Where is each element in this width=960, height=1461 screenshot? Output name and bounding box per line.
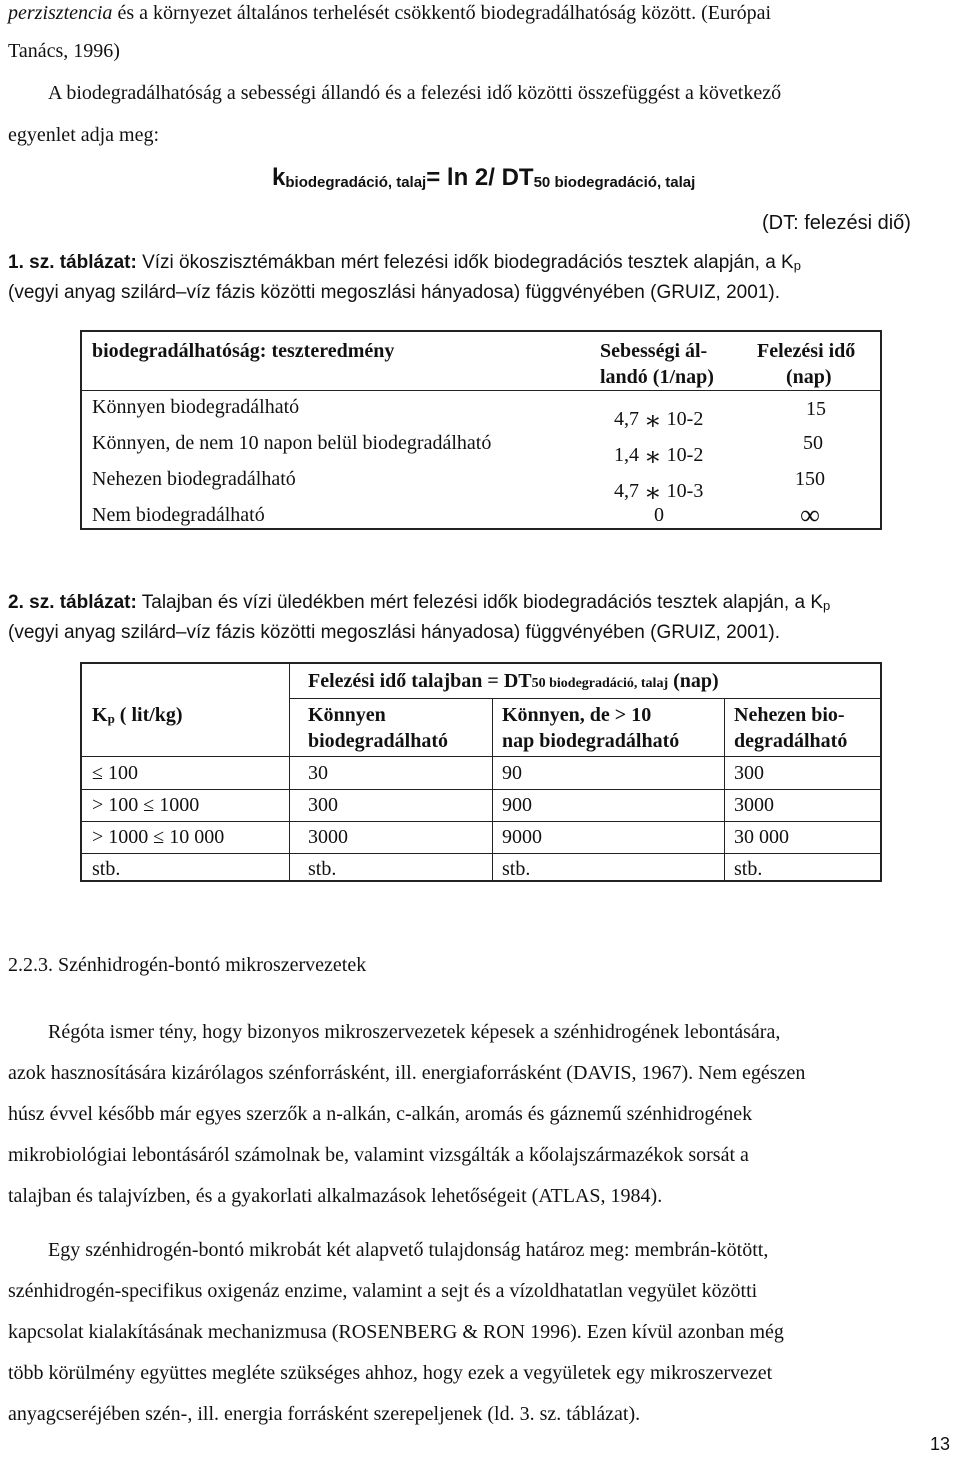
paragraph-line: Egy szénhidrogén-bontó mikrobát két alapvető tulajdonság határoz meg: membrán-kötött, xyxy=(48,1239,769,1261)
table1-caption-line-2: (vegyi anyag szilárd–víz fázis közötti megoszlási hányadosa) függvényében (GRUIZ, 2001). xyxy=(8,282,780,303)
table2-caption-subscript: p xyxy=(823,598,831,613)
table2-row4-c2: stb. xyxy=(308,858,337,880)
intro-line-2: Tanács, 1996) xyxy=(8,40,120,62)
table2-row3-c4: 30 000 xyxy=(734,826,789,848)
table1-header-rate-line2: landó (1/nap) xyxy=(600,366,714,388)
intro-line-1-text: és a környezet általános terhelését csökkentő biodegradálhatóság között. (Európai xyxy=(112,2,772,24)
table2-caption-label: 2. sz. táblázat: xyxy=(8,592,137,613)
rate-exponent: 10-2 xyxy=(666,444,704,466)
table1-row1-rate xyxy=(614,406,703,436)
table1-header-halflife-line2: (nap) xyxy=(786,366,832,388)
table1-header-halflife-line1: Felezési idő xyxy=(757,340,856,362)
table1-row1-halflife: 15 xyxy=(806,398,826,420)
kp-label: K xyxy=(92,704,108,726)
table2-group-header xyxy=(308,670,719,693)
equation-dt-subscript: 50 biodegradáció, talaj xyxy=(533,174,696,191)
table2 xyxy=(80,662,882,882)
table2-row3-kp: > 1000 ≤ 10 000 xyxy=(92,826,225,848)
table1-row2-halflife: 50 xyxy=(803,432,823,454)
equation-k: k xyxy=(272,164,286,191)
group-header-text: Felezési idő talajban = DT xyxy=(308,670,532,692)
table2-row1-c3: 90 xyxy=(502,762,522,784)
table2-row4-kp: stb. xyxy=(92,858,121,880)
table2-row2-kp: > 100 ≤ 1000 xyxy=(92,794,200,816)
table1-caption-text: Vízi ökoszisztémákban mért felezési idők biodegradációs tesztek alapján, a K xyxy=(136,252,794,273)
table1-row4-rate: 0 xyxy=(654,504,664,526)
table2-row-divider xyxy=(82,789,880,790)
table2-row3-c3: 9000 xyxy=(502,826,542,848)
table2-row4-c3: stb. xyxy=(502,858,531,880)
paragraph-line: húsz évvel később már egyes szerzők a n-alkán, c-alkán, aromás és gáznemű szénhidrogének xyxy=(8,1103,753,1125)
group-header-unit: (nap) xyxy=(668,670,719,692)
multiply-icon: ∗ xyxy=(644,478,662,507)
equation xyxy=(272,164,695,192)
paragraph-line: anyagcseréjében szén-, ill. energia forrásként szerepeljenek (ld. 3. sz. táblázat). xyxy=(8,1403,641,1425)
table2-col-divider xyxy=(724,698,725,880)
table2-header-col3-line2: nap biodegradálható xyxy=(502,730,680,752)
table1-row2-label: Könnyen, de nem 10 napon belül biodegradálható xyxy=(92,432,492,454)
paragraph-line: több körülmény együttes megléte szükséges ahhoz, hogy ezek a vegyületek egy mikroszervezet xyxy=(8,1362,773,1384)
table2-col-divider xyxy=(492,698,493,880)
table2-row4-c4: stb. xyxy=(734,858,763,880)
multiply-icon: ∗ xyxy=(644,442,662,471)
paragraph-2 xyxy=(8,1230,958,1435)
intro-line-1 xyxy=(8,0,771,26)
equation-k-subscript: biodegradáció, talaj xyxy=(285,174,427,191)
paragraph-line: talajban és talajvízben, és a gyakorlati alkalmazások lehetőségeit (ATLAS, 1984). xyxy=(8,1185,663,1207)
table1-row3-label: Nehezen biodegradálható xyxy=(92,468,296,490)
table2-row2-c2: 300 xyxy=(308,794,338,816)
infinity-icon: ∞ xyxy=(800,500,820,531)
table2-row2-c3: 900 xyxy=(502,794,532,816)
table2-header-col3-line1: Könnyen, de > 10 xyxy=(502,704,652,726)
table1-caption-label: 1. sz. táblázat: xyxy=(8,252,137,273)
table2-header-kp xyxy=(92,704,183,727)
rate-mantissa: 4,7 xyxy=(614,480,639,502)
table2-col-divider xyxy=(289,664,290,880)
paragraph-line: Régóta ismer tény, hogy bizonyos mikroszervezetek képesek a szénhidrogének lebontására, xyxy=(48,1021,781,1043)
table1-caption-line-1 xyxy=(8,252,801,274)
paragraph-line: kapcsolat kialakításának mechanizmusa (ROSENBERG & RON 1996). Ezen kívül azonban még xyxy=(8,1321,784,1343)
equation-note: (DT: felezési diő) xyxy=(762,212,911,234)
paragraph-line: szénhidrogén-specifikus oxigenáz enzime, valamint a sejt és a vízoldhatatlan vegyület közötti xyxy=(8,1280,758,1302)
table2-header-col4-line2: degradálható xyxy=(734,730,848,752)
section-heading: 2.2.3. Szénhidrogén-bontó mikroszervezetek xyxy=(8,954,367,976)
multiply-icon: ∗ xyxy=(644,406,662,435)
table1-caption-subscript: p xyxy=(793,258,801,273)
kp-unit: ( lit/kg) xyxy=(114,704,183,726)
rate-exponent: 10-2 xyxy=(666,408,704,430)
rate-mantissa: 4,7 xyxy=(614,408,639,430)
paragraph-line: mikrobiológiai lebontásáról számolnak be, valamint vizsgálták a kőolajszármazékok sorsát a xyxy=(8,1144,749,1166)
intro-line-4: egyenlet adja meg: xyxy=(8,124,160,146)
equation-body: = ln 2/ DT xyxy=(426,164,534,191)
table2-row2-c4: 3000 xyxy=(734,794,774,816)
table2-row-divider xyxy=(82,853,880,854)
rate-exponent: 10-3 xyxy=(666,480,704,502)
table2-header-col2-line1: Könnyen xyxy=(308,704,386,726)
table2-row3-c2: 3000 xyxy=(308,826,348,848)
table2-group-divider xyxy=(289,698,880,699)
table2-row1-c4: 300 xyxy=(734,762,764,784)
table2-header-col2-line2: biodegradálható xyxy=(308,730,449,752)
table2-row-divider xyxy=(82,821,880,822)
group-header-subscript: 50 biodegradáció, talaj xyxy=(531,676,669,691)
table2-row1-kp: ≤ 100 xyxy=(92,762,138,784)
table2-header-col4-line1: Nehezen bio- xyxy=(734,704,845,726)
paragraph-line: azok hasznosítására kizárólagos szénforrásként, ill. energiaforrásként (DAVIS, 1967). Nem egészen xyxy=(8,1062,806,1084)
rate-mantissa: 1,4 xyxy=(614,444,639,466)
table1-row3-halflife: 150 xyxy=(795,468,825,490)
table1-row1-label: Könnyen biodegradálható xyxy=(92,396,300,418)
table1-row4-label: Nem biodegradálható xyxy=(92,504,265,526)
table2-header-divider xyxy=(82,756,880,757)
intro-line-3: A biodegradálhatóság a sebességi állandó és a felezési idő közötti összefüggést a következő xyxy=(48,82,782,104)
table1-row2-rate xyxy=(614,442,703,472)
table1-header-rate-line1: Sebességi ál- xyxy=(600,340,708,362)
table2-row1-c2: 30 xyxy=(308,762,328,784)
table1 xyxy=(80,330,882,530)
table2-caption-text: Talajban és vízi üledékben mért felezési idők biodegradációs tesztek alapján, a K xyxy=(136,592,823,613)
paragraph-1 xyxy=(8,1012,958,1217)
intro-italic-term: perzisztencia xyxy=(8,2,113,24)
table1-header-test-result: biodegradálhatóság: teszteredmény xyxy=(92,340,395,362)
table2-caption-line-2: (vegyi anyag szilárd–víz fázis közötti megoszlási hányadosa) függvényében (GRUIZ, 2001). xyxy=(8,622,780,643)
kp-subscript: p xyxy=(107,711,115,726)
page-number: 13 xyxy=(930,1434,951,1454)
table2-caption-line-1 xyxy=(8,592,830,614)
table1-header-divider xyxy=(82,390,880,391)
